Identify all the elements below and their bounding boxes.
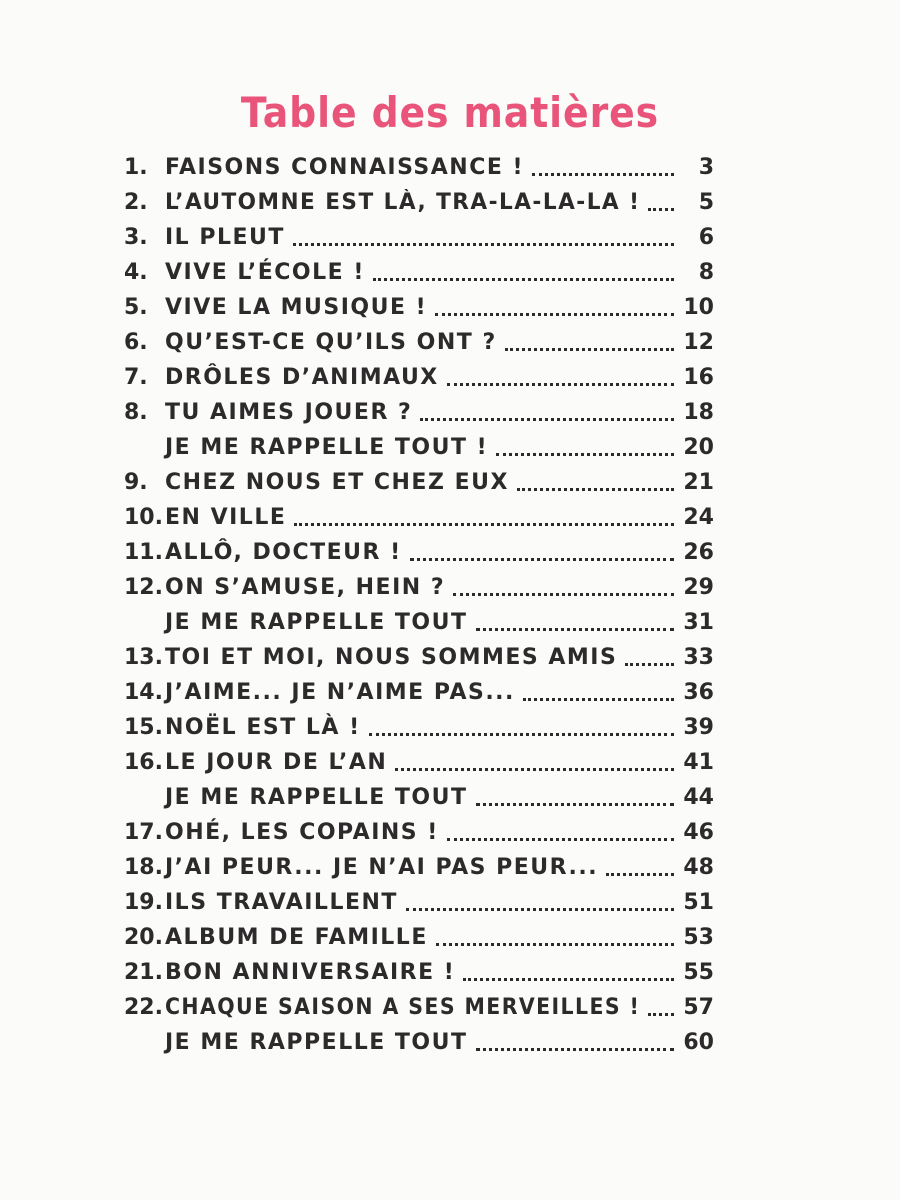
toc-entry-label: J’AI PEUR... JE N’AI PAS PEUR... — [165, 855, 599, 880]
dot-leader — [447, 383, 674, 386]
toc-entry-page: 29 — [683, 575, 714, 600]
toc-entry — [124, 500, 714, 535]
toc-entry-number: 18. — [124, 855, 163, 880]
dot-leader — [406, 908, 674, 911]
toc-entry — [124, 710, 714, 745]
toc-entry-number: 22. — [124, 995, 163, 1020]
toc-entry-page: 5 — [698, 190, 714, 215]
toc-entry-label: QU’EST-CE QU’ILS ONT ? — [165, 330, 497, 355]
toc-entry-number: 1. — [124, 155, 148, 180]
toc-entry — [124, 185, 714, 220]
toc-entry-number: 2. — [124, 190, 148, 215]
toc-entry-number: 20. — [124, 925, 163, 950]
toc-entry-page: 57 — [683, 995, 714, 1020]
toc-entry-page: 21 — [683, 470, 714, 495]
toc-entry — [124, 1025, 714, 1060]
toc-entry — [124, 395, 714, 430]
toc-entry-label: ALBUM DE FAMILLE — [165, 925, 428, 950]
toc-entry-label: JE ME RAPPELLE TOUT ! — [165, 435, 489, 460]
toc-entry-page: 46 — [683, 820, 714, 845]
toc-entry-number: 17. — [124, 820, 163, 845]
toc-entry-label: CHEZ NOUS ET CHEZ EUX — [165, 470, 509, 495]
toc-entry-page: 60 — [683, 1030, 714, 1055]
toc-entry — [124, 150, 714, 185]
toc-entry-page: 53 — [683, 925, 714, 950]
toc-entry — [124, 850, 714, 885]
dot-leader — [369, 733, 674, 736]
dot-leader — [476, 803, 674, 806]
toc-entry-number: 14. — [124, 680, 163, 705]
toc-entry-label: TU AIMES JOUER ? — [165, 400, 413, 425]
toc-entry — [124, 640, 714, 675]
toc-entry — [124, 255, 714, 290]
toc-entry — [124, 290, 714, 325]
dot-leader — [410, 558, 674, 561]
toc-entry-number: 10. — [124, 505, 163, 530]
toc-entry-page: 24 — [683, 505, 714, 530]
toc-entry — [124, 955, 714, 990]
toc-entry — [124, 325, 714, 360]
dot-leader — [523, 698, 674, 701]
toc-entry-label: ON S’AMUSE, HEIN ? — [165, 575, 446, 600]
toc-entry — [124, 675, 714, 710]
toc-entry-number: 4. — [124, 260, 148, 285]
toc-entry — [124, 885, 714, 920]
toc-entry — [124, 780, 714, 815]
toc-entry — [124, 465, 714, 500]
toc-entry-number: 19. — [124, 890, 163, 915]
toc-entry-page: 51 — [683, 890, 714, 915]
toc-entry-label: TOI ET MOI, NOUS SOMMES AMIS — [165, 645, 618, 670]
toc-entry-page: 33 — [683, 645, 714, 670]
toc-entry-number: 5. — [124, 295, 148, 320]
toc-entry-label: L’AUTOMNE EST LÀ, TRA-LA-LA-LA ! — [165, 190, 641, 215]
toc-entry-page: 44 — [683, 785, 714, 810]
dot-leader — [420, 418, 674, 421]
toc-entry-page: 41 — [683, 750, 714, 775]
toc-entry-number: 6. — [124, 330, 148, 355]
toc-entry-page: 10 — [683, 295, 714, 320]
toc-entry-page: 18 — [683, 400, 714, 425]
toc-entry-page: 36 — [683, 680, 714, 705]
toc-entry-label: OHÉ, LES COPAINS ! — [165, 820, 439, 845]
dot-leader — [505, 348, 674, 351]
toc-entry — [124, 605, 714, 640]
toc-entry-page: 16 — [683, 365, 714, 390]
toc-entry — [124, 220, 714, 255]
table-of-contents — [124, 150, 714, 1060]
dot-leader — [453, 593, 674, 596]
toc-entry-label: ILS TRAVAILLENT — [165, 890, 398, 915]
toc-entry — [124, 430, 714, 465]
dot-leader — [373, 278, 674, 281]
toc-entry-label: ALLÔ, DOCTEUR ! — [165, 540, 402, 565]
toc-entry-page: 55 — [683, 960, 714, 985]
toc-entry-label: DRÔLES D’ANIMAUX — [165, 365, 439, 390]
toc-entry-label: LE JOUR DE L’AN — [165, 750, 388, 775]
toc-entry-label: JE ME RAPPELLE TOUT — [165, 785, 468, 810]
toc-entry-label: IL PLEUT — [165, 225, 285, 250]
toc-entry-page: 12 — [683, 330, 714, 355]
toc-entry-label: VIVE L’ÉCOLE ! — [165, 260, 365, 285]
dot-leader — [648, 208, 674, 211]
toc-entry-number: 11. — [124, 540, 163, 565]
toc-entry — [124, 990, 714, 1025]
dot-leader — [648, 1013, 674, 1016]
toc-entry-number: 3. — [124, 225, 148, 250]
page-title: Table des matières — [240, 88, 660, 138]
toc-entry-number: 12. — [124, 575, 163, 600]
dot-leader — [435, 313, 674, 316]
toc-entry-label: JE ME RAPPELLE TOUT — [165, 1030, 468, 1055]
dot-leader — [447, 838, 674, 841]
toc-entry-number: 9. — [124, 470, 148, 495]
toc-entry-label: FAISONS CONNAISSANCE ! — [165, 155, 525, 180]
toc-entry — [124, 815, 714, 850]
toc-entry — [124, 535, 714, 570]
dot-leader — [436, 943, 674, 946]
toc-entry-page: 48 — [683, 855, 714, 880]
dot-leader — [294, 523, 674, 526]
toc-entry-number: 8. — [124, 400, 148, 425]
toc-entry-page: 39 — [683, 715, 714, 740]
toc-entry-number: 21. — [124, 960, 163, 985]
toc-entry-page: 8 — [698, 260, 714, 285]
dot-leader — [476, 1048, 674, 1051]
toc-entry-page: 6 — [698, 225, 714, 250]
dot-leader — [476, 628, 674, 631]
dot-leader — [606, 873, 674, 876]
toc-entry-label: JE ME RAPPELLE TOUT — [165, 610, 468, 635]
toc-entry-number: 13. — [124, 645, 163, 670]
toc-entry — [124, 570, 714, 605]
toc-entry-page: 26 — [683, 540, 714, 565]
toc-entry-label: BON ANNIVERSAIRE ! — [165, 960, 456, 985]
dot-leader — [395, 768, 674, 771]
toc-entry-page: 3 — [698, 155, 714, 180]
dot-leader — [496, 453, 674, 456]
dot-leader — [625, 663, 674, 666]
dot-leader — [463, 978, 674, 981]
dot-leader — [532, 173, 674, 176]
toc-entry — [124, 920, 714, 955]
toc-entry-label: EN VILLE — [165, 505, 287, 530]
dot-leader — [517, 488, 674, 491]
toc-entry — [124, 360, 714, 395]
toc-entry-page: 31 — [683, 610, 714, 635]
toc-entry — [124, 745, 714, 780]
toc-entry-label: VIVE LA MUSIQUE ! — [165, 295, 428, 320]
toc-entry-label: J’AIME... JE N’AIME PAS... — [165, 680, 515, 705]
toc-entry-number: 16. — [124, 750, 163, 775]
dot-leader — [293, 243, 674, 246]
toc-entry-page: 20 — [683, 435, 714, 460]
toc-entry-number: 15. — [124, 715, 163, 740]
toc-entry-label: CHAQUE SAISON A SES MERVEILLES ! — [165, 995, 641, 1020]
toc-entry-label: NOËL EST LÀ ! — [165, 715, 361, 740]
toc-entry-number: 7. — [124, 365, 148, 390]
